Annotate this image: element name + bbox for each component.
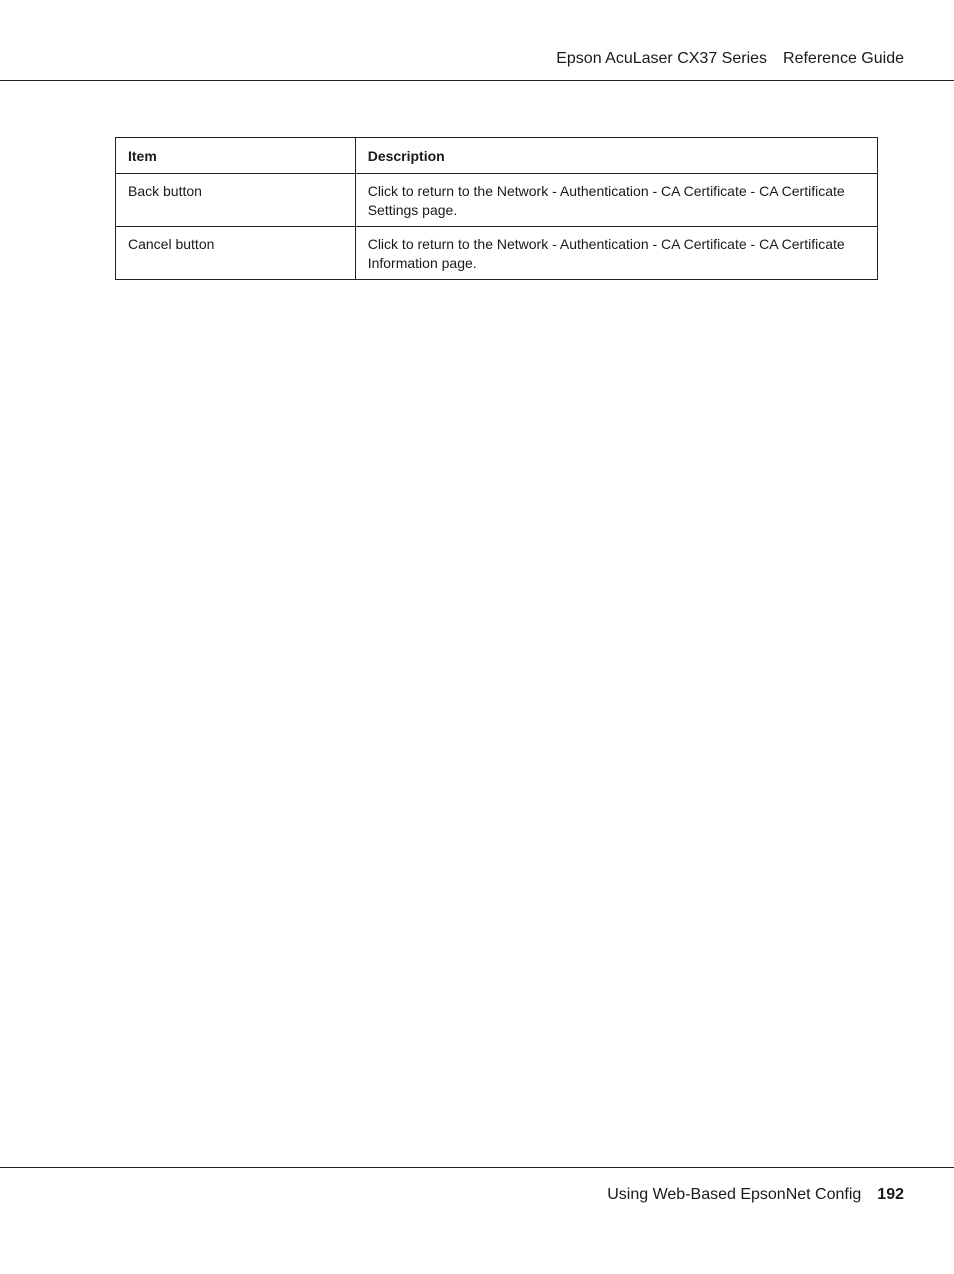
item-cell: Cancel button xyxy=(116,227,356,280)
description-cell: Click to return to the Network - Authentication - CA Certificate - CA Certificate Settings page. xyxy=(355,174,877,227)
section-title: Using Web-Based EpsonNet Config xyxy=(607,1186,862,1203)
description-cell: Click to return to the Network - Authentication - CA Certificate - CA Certificate Information page. xyxy=(355,227,877,280)
guide-title: Reference Guide xyxy=(783,50,904,67)
reference-table xyxy=(115,137,878,280)
column-header-description: Description xyxy=(355,138,877,174)
page-footer xyxy=(607,1186,904,1204)
table-row xyxy=(116,227,878,280)
header-divider xyxy=(0,80,954,81)
page-number: 192 xyxy=(877,1186,904,1203)
table-row xyxy=(116,174,878,227)
page-header xyxy=(556,50,904,68)
table-header-row xyxy=(116,138,878,174)
footer-divider xyxy=(0,1167,954,1168)
product-name: Epson AcuLaser CX37 Series xyxy=(556,50,768,67)
column-header-item: Item xyxy=(116,138,356,174)
item-cell: Back button xyxy=(116,174,356,227)
